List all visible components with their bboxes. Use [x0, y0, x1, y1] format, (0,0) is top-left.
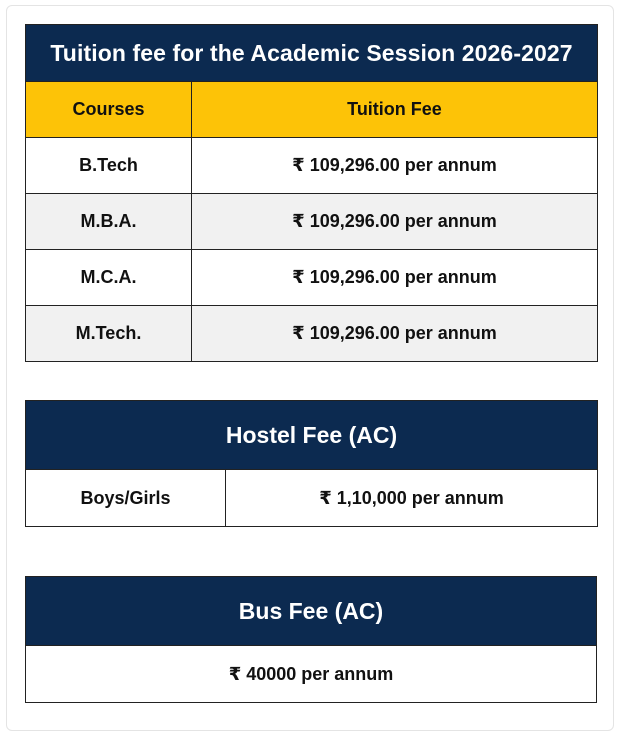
hostel-category-cell: Boys/Girls [26, 470, 226, 527]
hostel-fee-table [25, 400, 598, 527]
table-row [26, 250, 598, 306]
tuition-fee-table [25, 24, 598, 362]
bus-table-title: Bus Fee (AC) [26, 577, 597, 646]
column-header-courses: Courses [26, 82, 192, 138]
hostel-fee-cell: ₹ 1,10,000 per annum [226, 470, 598, 527]
table-row [26, 138, 598, 194]
bus-fee-table [25, 576, 597, 703]
table-row [26, 306, 598, 362]
table-row [26, 646, 597, 703]
table-row [26, 194, 598, 250]
tuition-table-title: Tuition fee for the Academic Session 2026-2027 [26, 25, 598, 82]
column-header-tuition-fee: Tuition Fee [192, 82, 598, 138]
bus-fee-cell: ₹ 40000 per annum [26, 646, 597, 703]
fee-cell: ₹ 109,296.00 per annum [192, 138, 598, 194]
course-cell: B.Tech [26, 138, 192, 194]
course-cell: M.Tech. [26, 306, 192, 362]
fee-cell: ₹ 109,296.00 per annum [192, 194, 598, 250]
course-cell: M.B.A. [26, 194, 192, 250]
fee-cell: ₹ 109,296.00 per annum [192, 306, 598, 362]
course-cell: M.C.A. [26, 250, 192, 306]
hostel-table-title: Hostel Fee (AC) [26, 401, 598, 470]
table-row [26, 470, 598, 527]
fee-cell: ₹ 109,296.00 per annum [192, 250, 598, 306]
